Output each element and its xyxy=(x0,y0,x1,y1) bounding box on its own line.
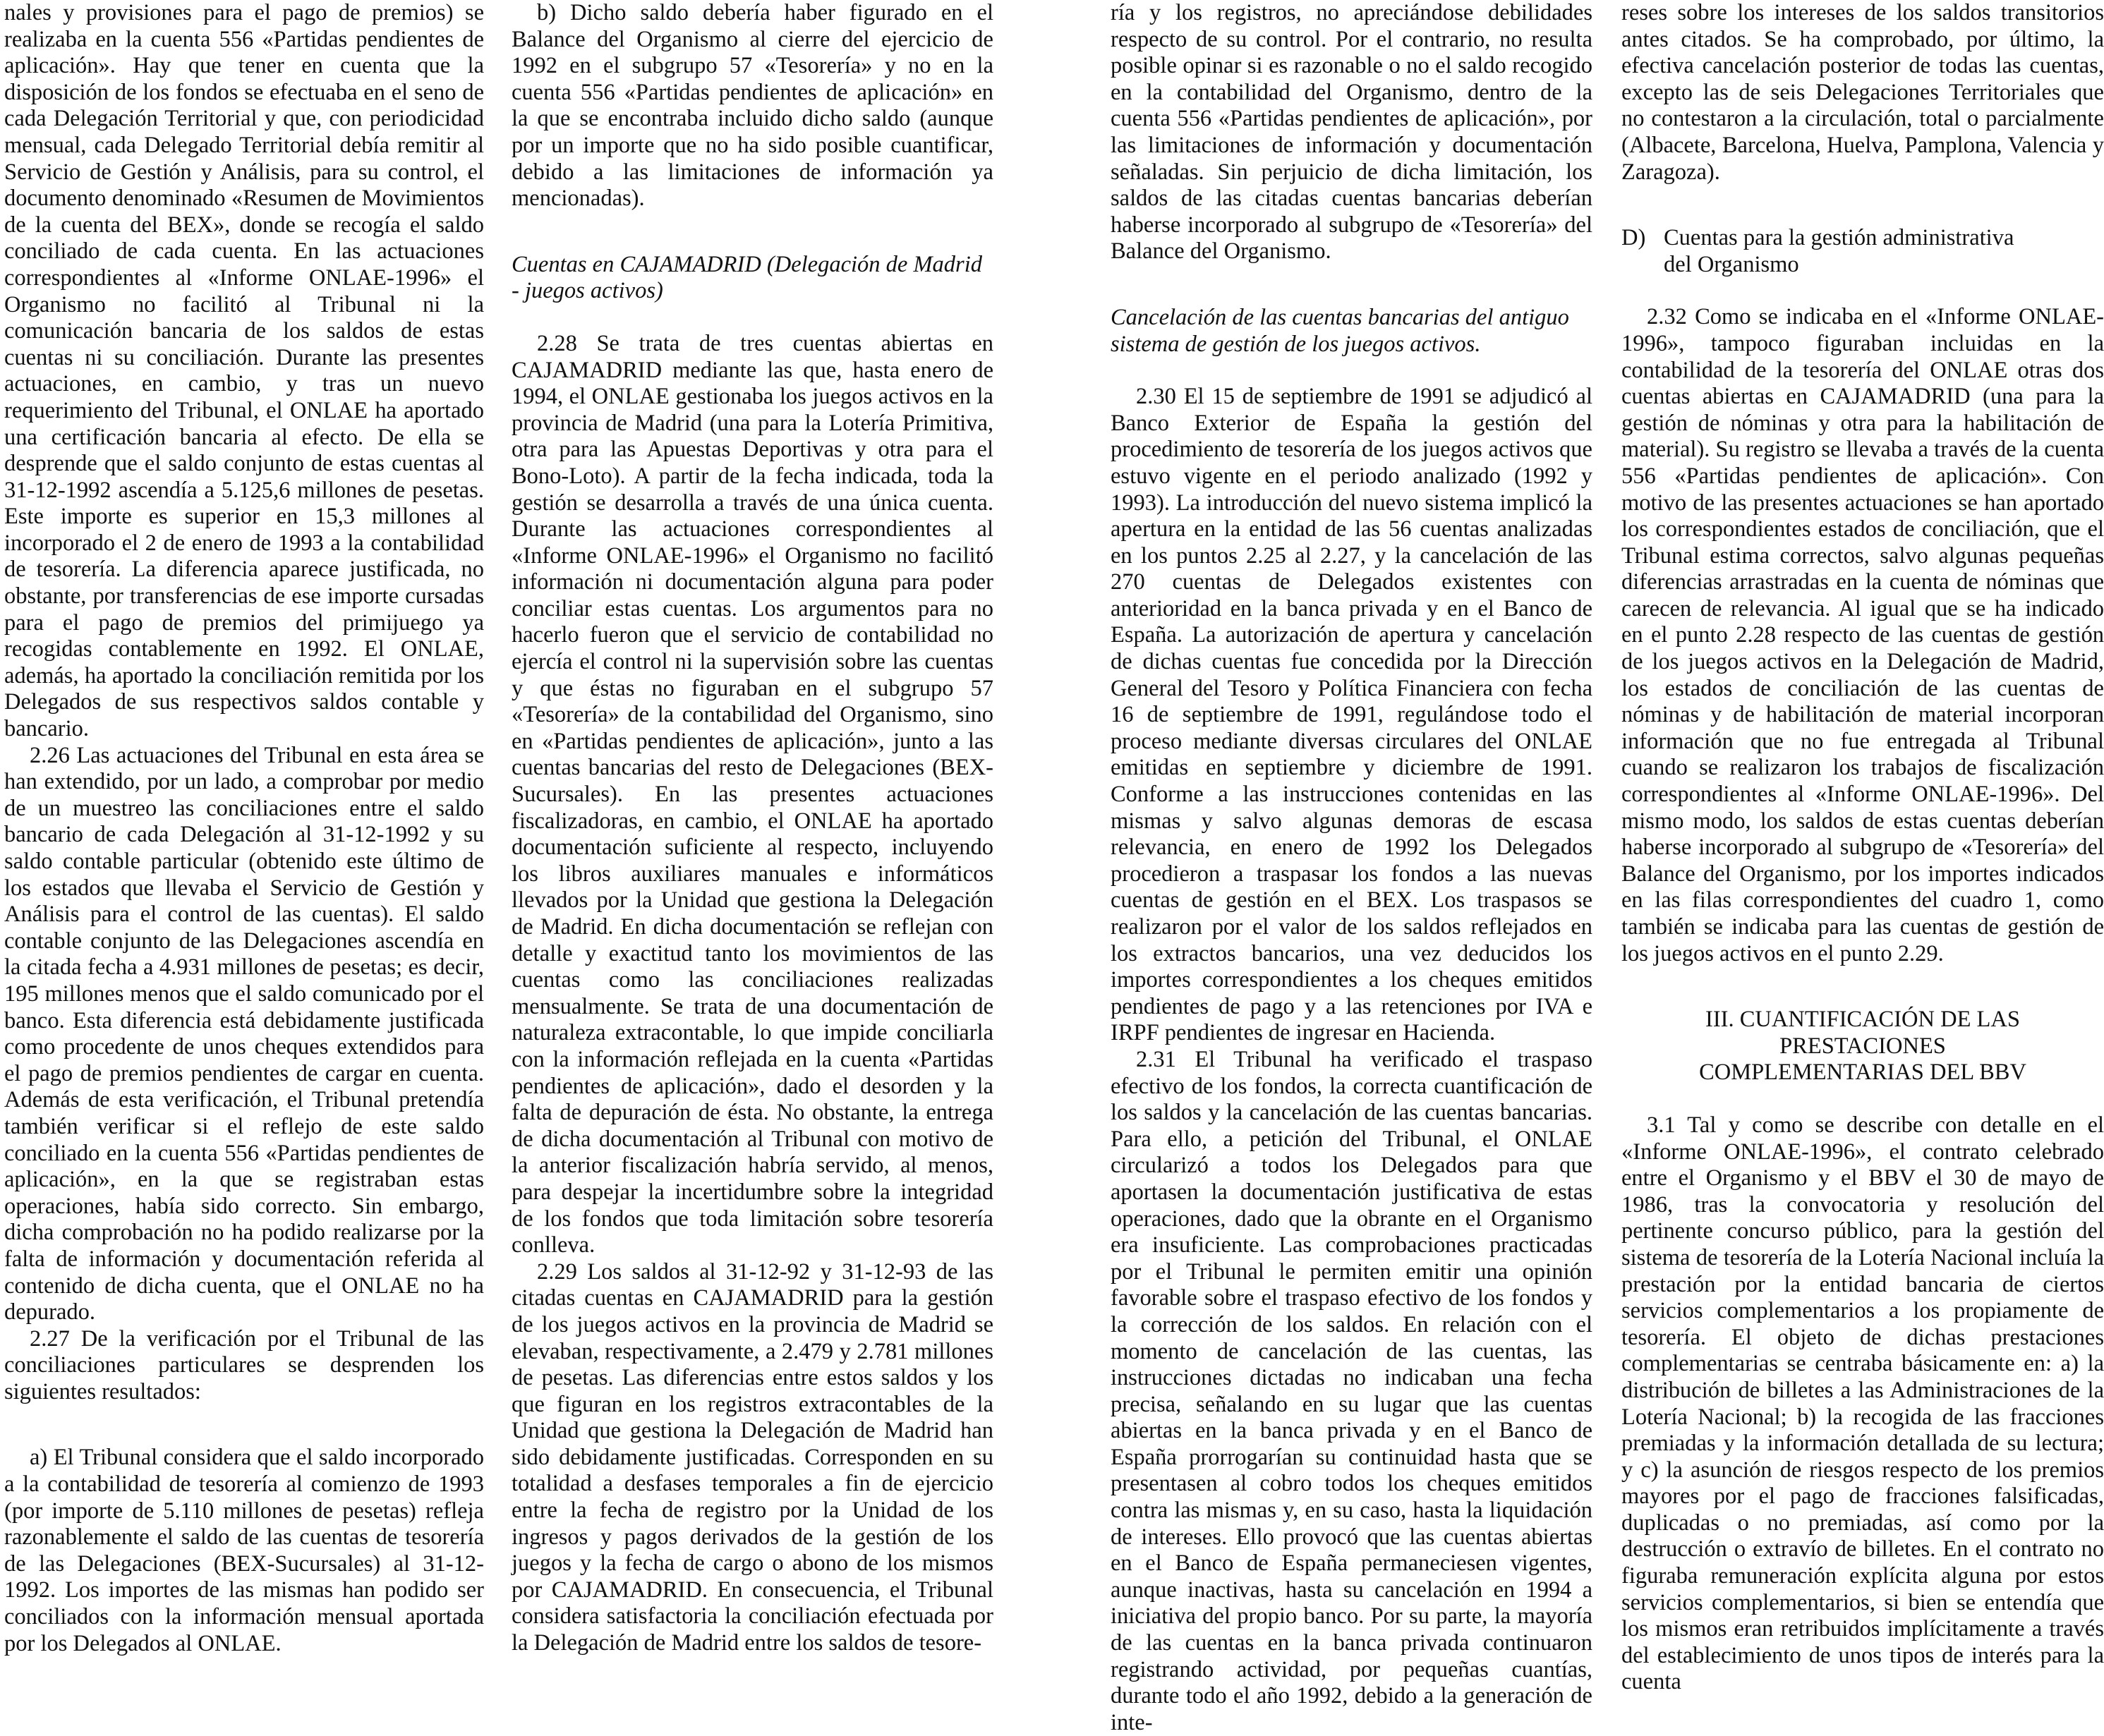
subheading-cancelacion: Cancelación de las cuentas bancarias del antiguo sistema de gestión de los juegos activos. xyxy=(1111,304,1569,357)
paragraph-2-28: 2.28 Se trata de tres cuentas abiertas en CAJAMADRID mediante las que, hasta enero de 1994, el ONLAE gestionaba los juegos activos en la provincia de Madrid (una para la Lotería Primitiva, otra para las Apuestas Deportivas y otra para el Bono-Loto). A partir de la fecha indicada, toda la gestión se desarrolla a través de una única cuenta. Durante las actuaciones correspondientes al «Informe ONLAE-1996» el Organismo no facilitó información ni documentación alguna para poder conciliar estas cuentas. Los argumentos para no hacerlo fueron que el servicio de contabilidad no ejercía el control ni la supervisión sobre las cuentas y que éstas no figuraban en el subgrupo 57 «Tesorería» de la contabilidad del Organismo, sino en «Partidas pendientes de aplicación», junto a las cuentas bancarias del resto de Delegaciones (BEX-Sucursales). En las presentes actuaciones fiscalizadoras, en cambio, el ONLAE ha aportado documentación suficiente al respecto, incluyendo los libros auxiliares manuales e informáticos llevados por la Unidad que gestiona la Delegación de Madrid. En dicha documentación se reflejan con detalle y exactitud tanto los movimientos de las cuentas como las conciliaciones realizadas mensualmente. Se trata de una documentación de naturaleza extracontable, lo que impide conciliarla con la información reflejada en la cuenta «Partidas pendientes de aplicación», dado el desorden y la falta de depuración de ésta. No obstante, la entrega de dicha documentación al Tribunal con motivo de la anterior fiscalización habría servido, al menos, para despejar la incertidumbre sobre la integridad de los fondos que toda limitación sobre tesorería conlleva. xyxy=(512,330,993,1258)
subheading-line2: del Organismo xyxy=(1664,251,1799,277)
paragraph-col4-1: reses sobre los intereses de los saldos transitorios antes citados. Se ha comprobado, por último, la efectiva cancelación posterior de todas las cuentas, excepto las de seis Delegaciones Territoriales que no contestaron a la circulación, total o parcialmente (Albacete, Barcelona, Huelva, Pamplona, Valencia y Zaragoza). xyxy=(1621,0,2104,185)
subheading-cajamadrid: Cuentas en CAJAMADRID (Delegación de Madrid - juegos activos) xyxy=(512,251,982,304)
paragraph-col1-1: nales y provisiones para el pago de premios) se realizaba en la cuenta 556 «Partidas pendientes de aplicación». Hay que tener en cuenta que la disposición de los fondos se efectuaba en el seno de cada Delegación Territorial y que, con periodicidad mensual, cada Delegado Territorial debía remitir al Servicio de Gestión y Análisis, para su control, el documento denominado «Resumen de Movimientos de la cuenta del BEX», donde se recogía el saldo conciliado de cada cuenta. En las actuaciones correspondientes al «Informe ONLAE-1996» el Organismo no facilitó al Tribunal ni la comunicación bancaria de los saldos de estas cuentas ni su conciliación. Durante las presentes actuaciones, en cambio, y tras un nuevo requerimiento del Tribunal, el ONLAE ha aportado una certificación bancaria al efecto. De ella se desprende que el saldo conjunto de estas cuentas al 31-12-1992 ascendía a 5.125,6 millones de pesetas. Este importe es superior en 15,3 millones al incorporado el 2 de enero de 1993 a la contabilidad de tesorería. La diferencia aparece justificada, no obstante, por transferencias de ese importe cursadas para el pago de premios del primijuego ya recogidas contablemente en 1992. El ONLAE, además, ha aportado la conciliación remitida por los Delegados de sus respectivos saldos contable y bancario. xyxy=(4,0,484,742)
paragraph-col3-1: ría y los registros, no apreciándose debilidades respecto de su control. Por el contrario, no resulta posible opinar si es razonable o no el saldo recogido en la contabilidad del Organismo, dentro de la cuenta 556 «Partidas pendientes de aplicación», por las limitaciones de información y documentación señaladas. Sin perjuicio de dicha limitación, los saldos de las citadas cuentas bancarias deberían haberse incorporado al subgrupo de «Tesorería» del Balance del Organismo. xyxy=(1111,0,1592,265)
column-2 xyxy=(512,0,993,1656)
paragraph-2-29: 2.29 Los saldos al 31-12-92 y 31-12-93 de las citadas cuentas en CAJAMADRID para la gestión de los juegos activos en la provincia de Madrid se elevaban, respectivamente, a 2.479 y 2.781 millones de pesetas. Las diferencias entre estos saldos y los que figuran en los registros extracontables de la Unidad que gestiona la Delegación de Madrid han sido debidamente justificadas. Corresponden en su totalidad a desfases temporales a fin de ejercicio entre la fecha de registro por la Unidad de los ingresos y pagos derivados de la gestión de los juegos y la fecha de cargo o abono de los mismos por CAJAMADRID. En consecuencia, el Tribunal considera satisfactoria la conciliación efectuada por la Delegación de Madrid entre los saldos de tesore- xyxy=(512,1258,993,1656)
subheading-label: D) xyxy=(1621,225,1646,251)
column-1 xyxy=(4,0,484,1656)
paragraph-2-32: 2.32 Como se indicaba en el «Informe ONLAE-1996», tampoco figuraban incluidas en la contabilidad de la tesorería del ONLAE otras dos cuentas abiertas en CAJAMADRID (una para la gestión de nóminas y otra para la habilitación de material). Su registro se llevaba a través de la cuenta 556 «Partidas pendientes de aplicación». Con motivo de las presentes actuaciones se han aportado los correspondientes estados de conciliación, que el Tribunal estima correctos, salvo algunas pequeñas diferencias arrastradas en la cuenta de nóminas que carecen de relevancia. Al igual que se ha indicado en el punto 2.28 respecto de las cuentas de gestión de los juegos activos en la Delegación de Madrid, los estados de conciliación de las cuentas de nóminas y de habilitación de material incorporan información que no fue entregada al Tribunal cuando se realizaron los trabajos de fiscalización correspondientes al «Informe ONLAE-1996». Del mismo modo, los saldos de estas cuentas deberían haberse incorporado al subgrupo de «Tesorería» del Balance del Organismo, por los importes indicados en las filas correspondientes del cuadro 1, como también se indicaba para las cuentas de gestión de los juegos activos en el punto 2.29. xyxy=(1621,304,2104,966)
paragraph-3-1: 3.1 Tal y como se describe con detalle en el «Informe ONLAE-1996», el contrato celebrado entre el Organismo y el BBV el 30 de mayo de 1986, tras la convocatoria y resolución del pertinente concurso público, para la gestión del sistema de tesorería de la Lotería Nacional incluía la prestación por la entidad bancaria de ciertos servicios complementarios a los propiamente de tesorería. El objeto de dichas prestaciones complementarias se centraba básicamente en: a) la distribución de billetes a las Administraciones de la Lotería Nacional; b) la recogida de las fracciones premiadas y la información detallada de su lectura; y c) la asunción de riesgos respecto de los premios mayores por el pago de fracciones falsificadas, duplicadas o no premiadas, así como por la destrucción o extravío de billetes. En el contrato no figuraba remuneración explícita alguna por estos servicios complementarios, si bien se entendía que los mismos eran retribuidos implícitamente a través del establecimiento de unos tipos de interés para la cuenta xyxy=(1621,1112,2104,1695)
paragraph-2-31: 2.31 El Tribunal ha verificado el traspaso efectivo de los fondos, la correcta cuantificación de los saldos y la cancelación de las cuentas bancarias. Para ello, a petición del Tribunal, el ONLAE circularizó a todos los Delegados para que aportasen la documentación justificativa de estas operaciones, dado que la obrante en el Organismo era insuficiente. Las comprobaciones practicadas por el Tribunal le permiten emitir una opinión favorable sobre el traspaso efectivo de los fondos y la corrección de los saldos. En relación con el momento de cancelación de las cuentas, las instrucciones dictadas no indicaban una fecha precisa, señalando en su lugar que las cuentas abiertas en la banca privada y en el Banco de España prorrogarían su continuidad hasta que se presentasen al cobro todos los cheques emitidos contra las mismas y, en su caso, hasta la liquidación de intereses. Ello provocó que las cuentas abiertas en el Banco de España permaneciesen vigentes, aunque inactivas, hasta su cancelación en 1994 a iniciativa del propio banco. Por su parte, la mayoría de las cuentas en la banca privada continuaron registrando actividad, por pequeñas cuantías, durante todo el año 1992, debido a la generación de inte- xyxy=(1111,1046,1592,1735)
section-heading-line2: COMPLEMENTARIAS DEL BBV xyxy=(1699,1060,2026,1086)
subheading-gestion-administrativa xyxy=(1621,225,2104,278)
paragraph-2-27-a: a) El Tribunal considera que el saldo incorporado a la contabilidad de tesorería al comienzo de 1993 (por importe de 5.110 millones de pesetas) refleja razonablemente el saldo de las cuentas de tesorería de las Delegaciones (BEX-Sucursales) al 31-12-1992. Los importes de las mismas han podido ser conciliados con la información mensual aportada por los Delegados al ONLAE. xyxy=(4,1445,484,1656)
column-4 xyxy=(1621,0,2104,1695)
column-3 xyxy=(1111,0,1592,1735)
paragraph-2-27-b: b) Dicho saldo debería haber figurado en el Balance del Organismo al cierre del ejercicio de 1992 en el subgrupo 57 «Tesorería» y no en la cuenta 556 «Partidas pendientes de aplicación» en la que se encontraba incluido dicho saldo (aunque por un importe que no ha sido posible cuantificar, debido a las limitaciones de información ya mencionadas). xyxy=(512,0,993,212)
paragraph-2-30: 2.30 El 15 de septiembre de 1991 se adjudicó al Banco Exterior de España la gestión del procedimiento de tesorería de los juegos activos que estuvo vigente en el periodo analizado (1992 y 1993). La introducción del nuevo sistema implicó la apertura en la entidad de las 56 cuentas analizadas en los puntos 2.25 al 2.27, y la cancelación de las 270 cuentas de Delegados existentes con anterioridad en la banca privada y en el Banco de España. La autorización de apertura y cancelación de dichas cuentas fue concedida por la Dirección General del Tesoro y Política Financiera con fecha 16 de septiembre de 1991, regulándose todo el proceso mediante diversas circulares del ONLAE emitidas en septiembre y diciembre de 1991. Conforme a las instrucciones contenidas en las mismas y salvo algunas demoras de escasa relevancia, en enero de 1992 los Delegados procedieron a traspasar los fondos a las nuevas cuentas de gestión en el BEX. Los traspasos se realizaron por el valor de los saldos reflejados en los extractos bancarios, una vez deducidos los importes correspondientes a los cheques emitidos pendientes de pago y a las retenciones por IVA e IRPF pendientes de ingresar en Hacienda. xyxy=(1111,384,1592,1046)
subheading-line1: Cuentas para la gestión administrativa xyxy=(1664,225,2014,251)
section-heading-line1: III. CUANTIFICACIÓN DE LAS PRESTACIONES xyxy=(1705,1007,2020,1059)
paragraph-2-26: 2.26 Las actuaciones del Tribunal en esta área se han extendido, por un lado, a comprobar por medio de un muestreo las conciliaciones entre el saldo bancario de cada Delegación al 31-12-1992 y su saldo contable particular (obtenido este último de los estados que llevaba el Servicio de Gestión y Análisis para el control de las cuentas). El saldo contable conjunto de las Delegaciones ascendía en la citada fecha a 4.931 millones de pesetas; es decir, 195 millones menos que el saldo comunicado por el banco. Esta diferencia está debidamente justificada como procedente de unos cheques extendidos para el pago de premios pendientes de cargar en cuenta. Además de esta verificación, el Tribunal pretendía también verificar si el reflejo de este saldo conciliado en la cuenta 556 «Partidas pendientes de aplicación», en la que se registraban estas operaciones, había sido correcto. Sin embargo, dicha comprobación no ha podido realizarse por la falta de información y documentación referida al contenido de dicha cuenta, que el ONLAE no ha depurado. xyxy=(4,742,484,1325)
section-heading-iii xyxy=(1621,1007,2104,1086)
paragraph-2-27: 2.27 De la verificación por el Tribunal de las conciliaciones particulares se desprenden los siguientes resultados: xyxy=(4,1325,484,1404)
